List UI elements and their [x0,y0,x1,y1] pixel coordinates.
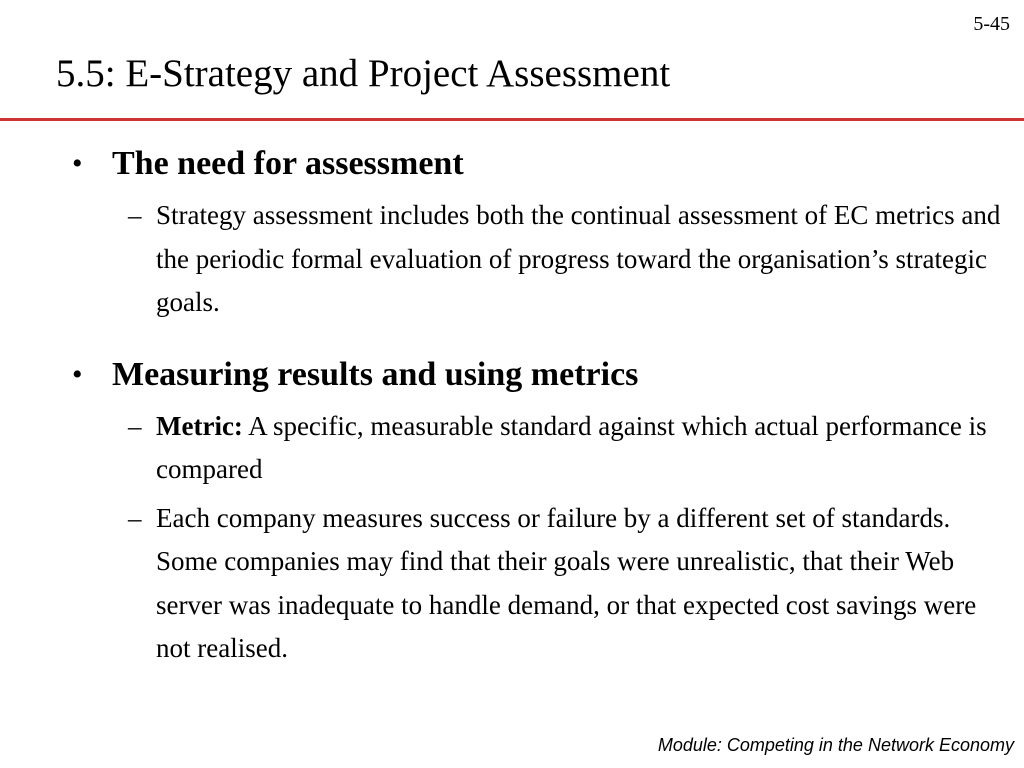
bullet-need-for-assessment [0,140,1012,325]
sub-bullet-text: Each company measures success or failure by a different set of standards. Some companies may find that their goals were unrealistic, that their Web server was inadequate to handle demand, or that expected cost savings were not realised. [156,502,977,663]
bullet-heading-text: The need for assessment [112,145,464,182]
term-label: Metric: [156,410,243,441]
title-divider [0,118,1024,121]
dash-marker: – [128,502,142,533]
bullet-heading [72,351,1012,399]
sub-bullet-strategy-assessment [112,194,1016,325]
sub-bullet-company-standards [112,497,1016,671]
bullet-heading-text: Measuring results and using metrics [112,355,639,393]
bullet-heading [72,140,1012,188]
bullet-marker: • [72,147,83,180]
sub-bullet-text: Strategy assessment includes both the continual assessment of EC metrics and the periodic formal evaluation of progress toward the organisation’s strategic goals. [156,200,1001,317]
slide-content [0,140,1024,671]
term-definition: A specific, measurable standard against which actual performance is compared [156,410,987,484]
dash-marker: – [128,200,142,230]
sub-bullet-metric-definition [112,405,1016,492]
dash-marker: – [128,410,142,441]
slide-number: 5-45 [973,13,1010,35]
bullet-measuring-results [0,351,1012,671]
bullet-marker: • [72,357,83,391]
slide-footer: Module: Competing in the Network Economy [657,735,1014,755]
slide-title: 5.5: E-Strategy and Project Assessment [56,52,671,95]
